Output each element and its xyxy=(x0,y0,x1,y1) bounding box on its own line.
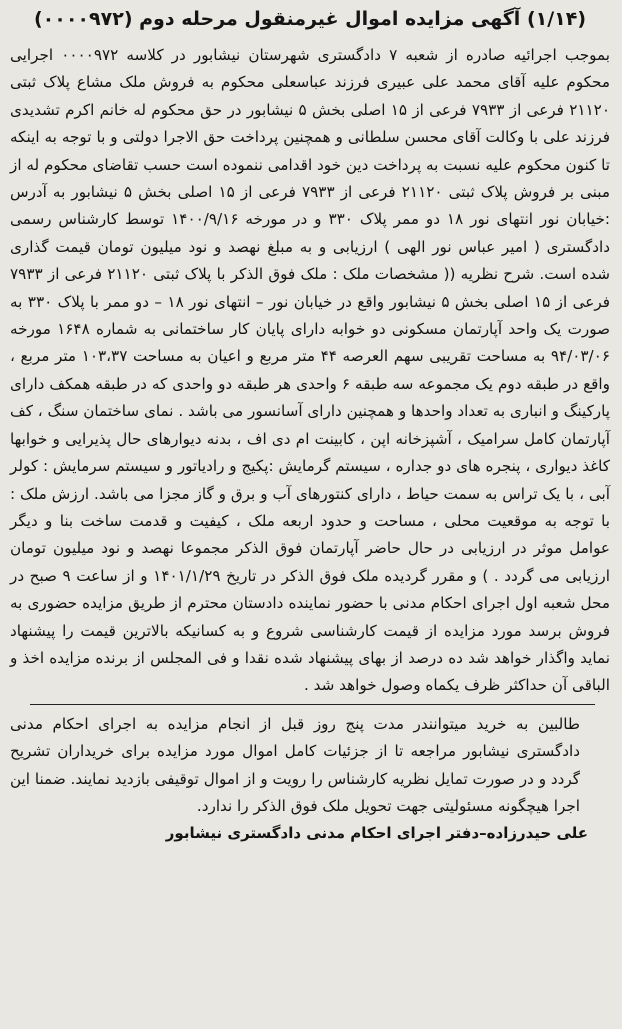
notice-body: بموجب اجرائیه صادره از شعبه ۷ دادگستری شهرستان نیشابور در کلاسه ۰۰۰۰۹۷۲ اجرایی محکوم علیه آقای محمد علی عبیری فرزند عباسعلی محکوم به فروش ملک مشاع پلاک ثبتی ۲۱۱۲۰ فرعی از ۷۹۳۳ فرعی از ۱۵ اصلی بخش ۵ نیشابور در حق محکوم له خانم اکرم تشدیدی فرزند علی با وکالت آقای محسن سلطانی و همچنین پرداخت حق الاجرا دولتی و با توجه به اینکه تا کنون محکوم علیه نسبت به پرداخت دین خود اقدامی ننموده است حسب تقاضای محکوم له از مبنی بر فروش پلاک ثبتی ۲۱۱۲۰ فرعی از ۷۹۳۳ فرعی از ۱۵ اصلی بخش ۵ نیشابور به آدرس :خیابان نور انتهای نور ۱۸ دو ممر پلاک ۳۳۰ و در مورخه ۱۴۰۰/۹/۱۶ توسط کارشناس رسمی دادگستری ( امیر عباس نور الهی ) ارزیابی و به مبلغ نهصد و نود میلیون تومان قیمت گذاری شده است. شرح نظریه (( مشخصات ملک : ملک فوق الذکر با پلاک ثبتی ۲۱۱۲۰ فرعی از ۷۹۳۳ فرعی از ۱۵ اصلی بخش ۵ نیشابور واقع در خیابان نور – انتهای نور ۱۸ – دو ممر با پلاک ۳۳۰ به صورت یک واحد آپارتمان مسکونی دو خوابه دارای پایان کار ساختمانی به شماره ۱۶۴۸ مورخه ۹۴/۰۳/۰۶ به مساحت تقریبی سهم العرصه ۴۴ متر مربع و اعیان به مساحت ۱۰۳،۳۷ متر مربع ، واقع در طبقه دوم یک مجموعه سه طبقه ۶ واحدی هر طبقه دو واحدی که در طبقه همکف دارای پارکینگ و انباری به تعداد واحدها و همچنین دارای آسانسور می باشد . نمای ساختمان سنگ ، کف آپارتمان کامل سرامیک ، آشپزخانه اپن ، کابینت ام دی اف ، بدنه دیوارهای حال پذیرایی و خوابها کاغذ دیواری ، پنجره های دو جداره ، سیستم گرمایش :پکیج و رادیاتور و سیستم سرمایش : کولر آبی ، با یک تراس به سمت حیاط ، دارای کنتورهای آب و برق و گاز مجزا می باشد. ارزش ملک : با توجه به موقعیت محلی ، مساحت و حدود اربعه ملک ، کیفیت و قدمت ساخت بنا و دیگر عوامل موثر در ارزیابی در حال حاضر آپارتمان فوق الذکر مجموعا نهصد و نود میلیون تومان ارزیابی می گردد . ) و مقرر گردیده ملک فوق الذکر در تاریخ ۱۴۰۱/۱/۲۹ و از ساعت ۹ صبح در محل شعبه اول اجرای احکام مدنی با حضور نماینده دادستان محترم از طریق مزایده حضوری به فروش برسد مورد مزایده از قیمت کارشناسی شروع و به کسانیکه بالاترین قیمت را پیشنهاد نماید واگذار خواهد شد ده درصد از بهای پیشنهاد شده نقدا و فی المجلس از برنده مزایده اخذ و الباقی آن حداکثر ظرف یکماه وصول خواهد شد . xyxy=(10,46,611,695)
section-divider xyxy=(30,704,595,705)
notice-signature: علی حیدرزاده–دفتر اجرای احکام مدنی دادگستری نیشابور xyxy=(165,824,588,843)
notice-closing: طالبین به خرید میتوانندر مدت پنج روز قبل از انجام مزایده به اجرای احکام مدنی دادگستری نیشابور مراجعه تا از جزئیات کامل اموال مورد مزایده برای خریداران تشریح گردد و در صورت تمایل نظریه کارشناس را رویت و از اموال توقیفی بازدید نمایند. ضمنا این اجرا هیچگونه مسئولیتی جهت تحویل ملک فوق الذکر را ندارد. xyxy=(10,714,580,815)
notice-title: (۱/۱۴) آگهی مزایده اموال غیرمنقول مرحله دوم (۰۰۰۰۹۷۲) xyxy=(33,8,587,30)
